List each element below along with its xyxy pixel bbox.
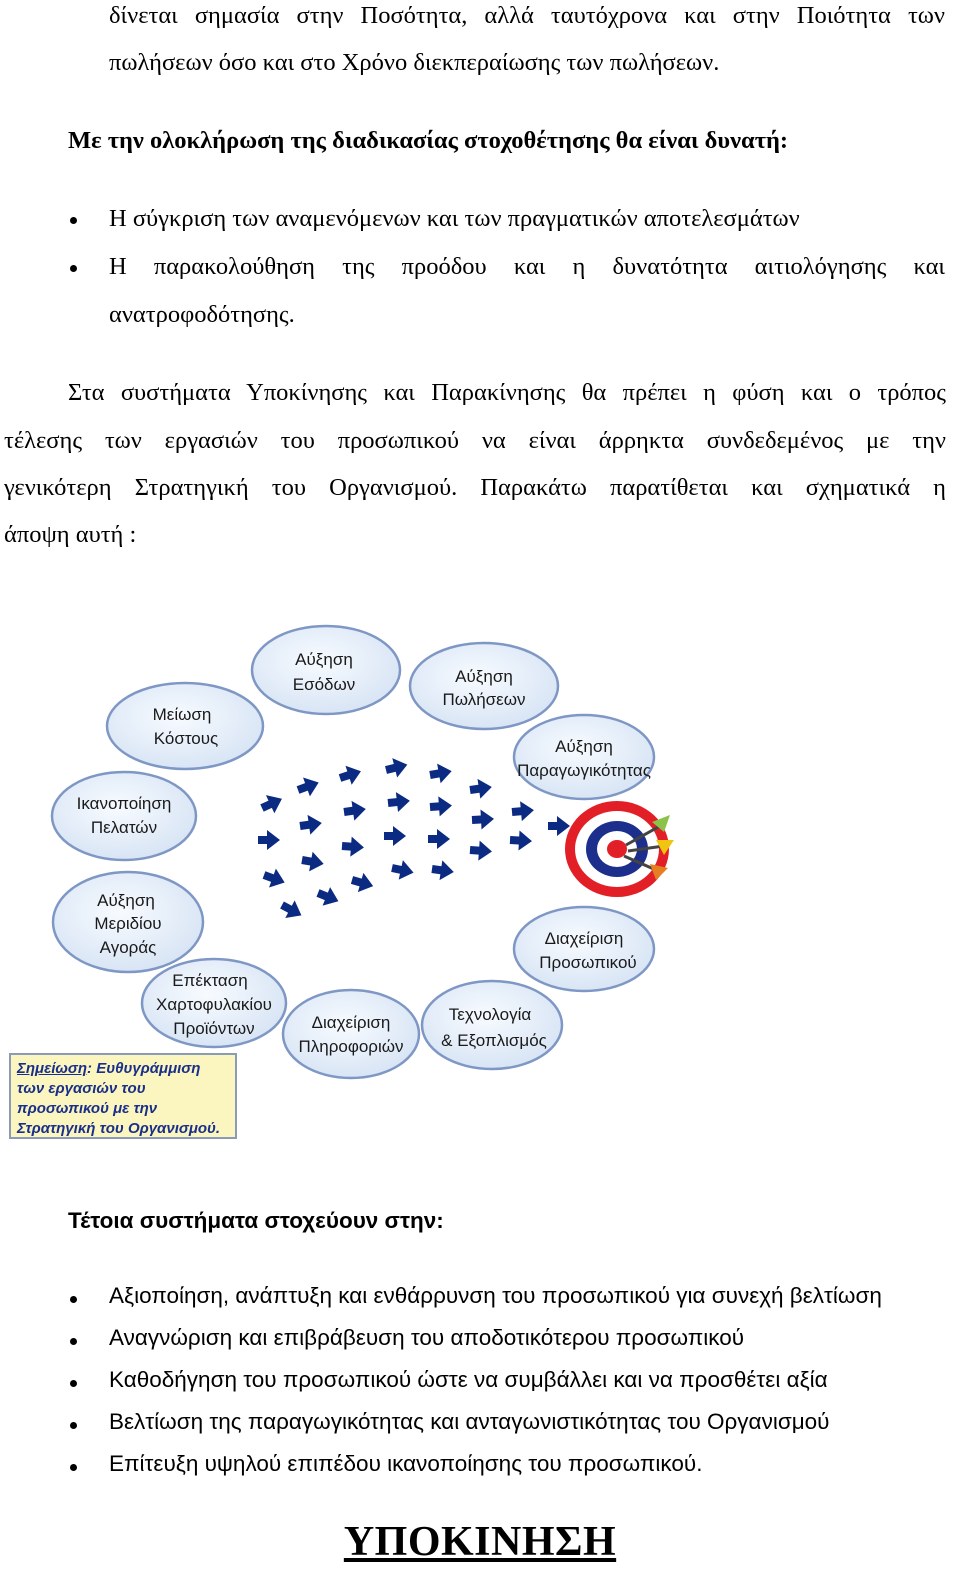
section2-item-2: Αναγνώριση και επιβράβευση του αποδοτικότερου προσωπικού — [109, 1325, 745, 1350]
bubble-diaxeirisi-pliroforion — [283, 990, 419, 1078]
section2-heading: Τέτοια συστήματα στοχεύουν στην: — [68, 1208, 444, 1233]
bubble-auxisi-paragogikotitas — [514, 715, 654, 799]
svg-text:Προϊόντων: Προϊόντων — [173, 1019, 255, 1038]
paragraph2-line-4: άποψη αυτή : — [4, 521, 137, 548]
bubble-ikanopoiisi-pelaton — [52, 772, 196, 860]
svg-text:Αγοράς: Αγοράς — [99, 938, 157, 957]
target-icon — [565, 801, 674, 897]
svg-text:Διαχείριση: Διαχείριση — [311, 1013, 391, 1032]
note-label: Σημείωση — [17, 1060, 88, 1077]
note-text-4: Στρατηγική του Οργανισμού. — [17, 1120, 221, 1137]
svg-text:Αύξηση: Αύξηση — [97, 891, 155, 910]
svg-text:& Εξοπλισμός: & Εξοπλισμός — [441, 1031, 547, 1050]
svg-text:Χαρτοφυλακίου: Χαρτοφυλακίου — [156, 995, 272, 1014]
note-text-2: των εργασιών του — [17, 1080, 146, 1097]
svg-text:Τεχνολογία: Τεχνολογία — [448, 1005, 532, 1024]
svg-text:Παραγωγικότητας: Παραγωγικότητας — [517, 761, 651, 780]
paragraph2-line-3: γενικότερη Στρατηγική του Οργανισμού. Παρακάτω παρατίθεται και σχηματικά η — [4, 474, 946, 501]
diagram-note — [9, 1053, 237, 1139]
bubble-auxisi-poliseon — [410, 643, 558, 729]
section2-item-3: Καθοδήγηση του προσωπικού ώστε να συμβάλλει και να προσθέτει αξία — [109, 1367, 828, 1392]
section1-bullet-2-line-1: Η παρακολούθηση της προόδου και η δυνατότητα αιτιολόγησης και — [109, 253, 945, 280]
bubble-auxisi-esodon — [252, 626, 400, 714]
footer-title: ΥΠΟΚΙΝΗΣΗ — [343, 1519, 617, 1565]
bubble-texnologia — [422, 981, 562, 1069]
svg-text:Διαχείριση: Διαχείριση — [544, 929, 624, 948]
svg-text:Προσωπικού: Προσωπικού — [539, 953, 637, 972]
svg-text:Ικανοποίηση: Ικανοποίηση — [76, 794, 172, 813]
section2-item-4: Βελτίωση της παραγωγικότητας και ανταγωνιστικότητας του Οργανισμού — [109, 1409, 830, 1434]
svg-text:Αύξηση: Αύξηση — [555, 737, 613, 756]
svg-text:Κόστους: Κόστους — [153, 729, 219, 748]
section2-item-5: Επίτευξη υψηλού επιπέδου ικανοποίησης του προσωπικού. — [109, 1451, 703, 1476]
svg-text:Αύξηση: Αύξηση — [295, 650, 353, 669]
bullet-dot — [70, 265, 77, 272]
svg-text:Εσόδων: Εσόδων — [292, 675, 356, 694]
svg-text:Επέκταση: Επέκταση — [172, 971, 248, 990]
bubble-auxisi-meridiou — [53, 872, 203, 972]
svg-text:Μεριδίου: Μεριδίου — [94, 914, 162, 933]
bubble-meiosi-kostous — [107, 683, 263, 769]
bubble-diaxeirisi-prosopikou — [514, 907, 654, 991]
intro-line-2: πωλήσεων όσο και στο Χρόνο διεκπεραίωσης των πωλήσεων. — [109, 49, 720, 76]
section2-item-1: Αξιοποίηση, ανάπτυξη και ενθάρρυνση του προσωπικού για συνεχή βελτίωση — [109, 1283, 882, 1308]
bullet-dot — [70, 1464, 77, 1471]
bullet-dot — [70, 1422, 77, 1429]
note-text-1: : Ευθυγράμμιση — [87, 1060, 201, 1077]
note-text-3: προσωπικού με την — [17, 1100, 158, 1117]
svg-text:Μείωση: Μείωση — [152, 705, 212, 724]
intro-line-1: δίνεται σημασία στην Ποσότητα, αλλά ταυτόχρονα και στην Ποιότητα των — [109, 2, 945, 29]
section1-bullet-1: Η σύγκριση των αναμενόμενων και των πραγματικών αποτελεσμάτων — [109, 205, 800, 232]
paragraph2-line-2: τέλεσης των εργασιών του προσωπικού να είναι άρρηκτα συνδεδεμένος με την — [4, 427, 946, 454]
bullet-dot — [70, 1296, 77, 1303]
svg-text:Πελατών: Πελατών — [90, 818, 158, 837]
bubble-epektasi — [142, 959, 286, 1047]
paragraph2-line-1: Στα συστήματα Υποκίνησης και Παρακίνησης θα πρέπει η φύση και ο τρόπος — [68, 379, 946, 406]
bullet-dot — [70, 1338, 77, 1345]
svg-text:Πληροφοριών: Πληροφοριών — [298, 1037, 404, 1056]
section1-heading: Με την ολοκλήρωση της διαδικασίας στοχοθέτησης θα είναι δυνατή: — [68, 127, 789, 154]
svg-text:Αύξηση: Αύξηση — [455, 667, 513, 686]
section1-bullet-2-line-2: ανατροφοδότησης. — [109, 301, 295, 328]
arrow-field — [258, 755, 570, 924]
svg-text:Πωλήσεων: Πωλήσεων — [442, 690, 526, 709]
bullet-dot — [70, 1380, 77, 1387]
bullet-dot — [70, 217, 77, 224]
